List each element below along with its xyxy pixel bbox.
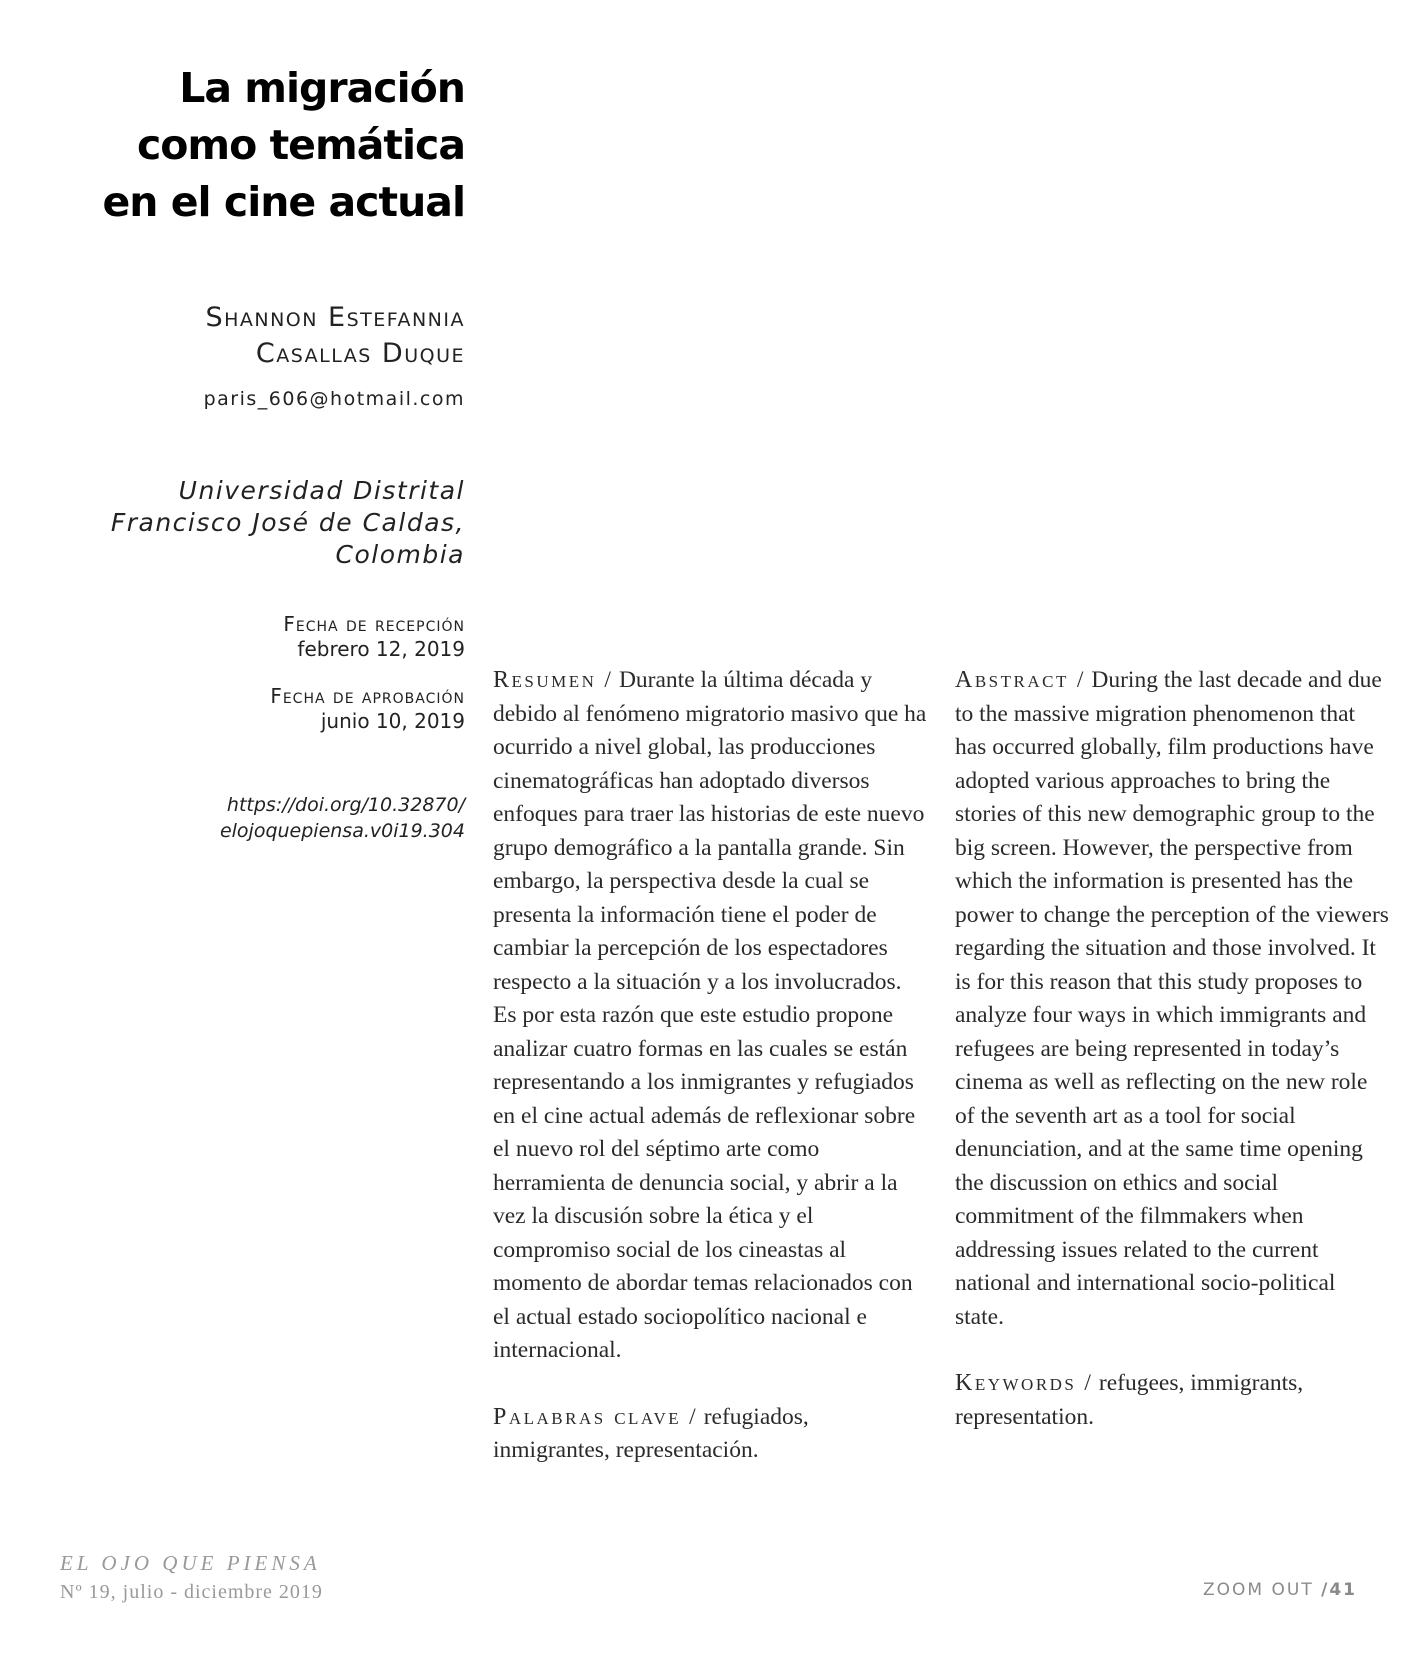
resumen-label: Resumen <box>493 667 597 693</box>
abstract-label: Abstract <box>955 667 1069 693</box>
section-page-footer <box>1203 1580 1357 1600</box>
doi-line: elojoquepiensa.v0i19.304 <box>219 820 465 842</box>
abstract-separator: / <box>1076 667 1084 693</box>
doi-link[interactable] <box>60 792 465 844</box>
palabras-clave-label: Palabras clave <box>493 1403 682 1430</box>
title-line: en el cine actual <box>102 178 465 226</box>
author-email[interactable]: paris_606@hotmail.com <box>203 388 465 410</box>
page-number: 41 <box>1329 1580 1357 1600</box>
journal-name: EL OJO QUE PIENSA <box>60 1551 321 1575</box>
resumen-column <box>493 664 928 1468</box>
affiliation-line: Colombia <box>335 540 465 569</box>
doi-line: https://doi.org/10.32870/ <box>226 794 465 816</box>
journal-footer <box>60 1548 323 1606</box>
resumen-text: Durante la última década y debido al fenómeno migratorio masivo que ha ocurrido a nivel global, las producciones cinematográficas han adoptado diversos enfoques para traer las historias de este nuevo grupo demográfico a la pantalla grande. Sin embargo, la perspectiva desde la cual se presenta la información tiene el poder de cambiar la percepción de los espectadores respecto a la situación y a los involucrados. Es por esta razón que este estudio propone analizar cuatro formas en las cuales se están representando a los inmigrantes y refugiados en el cine actual además de reflexionar sobre el nuevo rol del séptimo arte como herramienta de denuncia social, y abrir a la vez la discusión sobre la ética y el compromiso social de los cineastas al momento de abordar temas relacionados con el actual estado sociopolítico nacional e internacional. <box>493 667 927 1363</box>
received-label: Fecha de recepción <box>283 612 465 636</box>
article-dates <box>60 612 465 756</box>
abstract-paragraph <box>955 664 1390 1334</box>
author-affiliation <box>60 475 465 571</box>
keywords-text: refugees, immigrants, representation. <box>955 1370 1304 1430</box>
author-line: Casallas Duque <box>255 338 465 369</box>
resumen-separator: / <box>604 667 611 693</box>
affiliation-line: Universidad Distrital <box>178 476 465 505</box>
affiliation-line: Francisco José de Caldas, <box>110 508 465 537</box>
page-prefix: / <box>1321 1580 1330 1600</box>
resumen-paragraph <box>493 664 928 1368</box>
approved-label: Fecha de aprobación <box>270 684 465 708</box>
author-name <box>60 300 465 372</box>
abstract-text: During the last decade and due to the massive migration phenomenon that has occurred globally, film productions have adopted various approaches to bring the stories of this new demographic group to the big screen. However, the perspective from which the information is presented has the power to change the perception of the viewers regarding the situation and those involved. It is for this reason that this study proposes to analyze four ways in which immigrants and refugees are being represented in today’s cinema as well as reflecting on the new role of the seventh art as a tool for social denunciation, and at the same time opening the discussion on ethics and social commitment of the filmmakers when addressing issues related to the current national and international socio-political state. <box>955 667 1389 1330</box>
palabras-clave-paragraph <box>493 1401 928 1468</box>
article-title <box>60 60 465 231</box>
title-line: La migración <box>179 64 465 112</box>
received-date <box>60 612 465 662</box>
title-line: como temática <box>136 121 465 169</box>
palabras-clave-separator: / <box>689 1403 696 1430</box>
journal-issue: Nº 19, julio - diciembre 2019 <box>60 1581 323 1603</box>
palabras-clave-text: refugiados, inmigrantes, representación. <box>493 1403 809 1463</box>
keywords-paragraph <box>955 1367 1390 1434</box>
keywords-label: Keywords <box>955 1370 1077 1396</box>
abstract-column <box>955 664 1390 1434</box>
author-line: Shannon Estefannia <box>205 302 465 333</box>
received-value: febrero 12, 2019 <box>297 637 465 661</box>
approved-date <box>60 684 465 734</box>
section-name: ZOOM OUT <box>1203 1580 1314 1600</box>
approved-value: junio 10, 2019 <box>320 709 465 733</box>
keywords-separator: / <box>1084 1370 1091 1396</box>
